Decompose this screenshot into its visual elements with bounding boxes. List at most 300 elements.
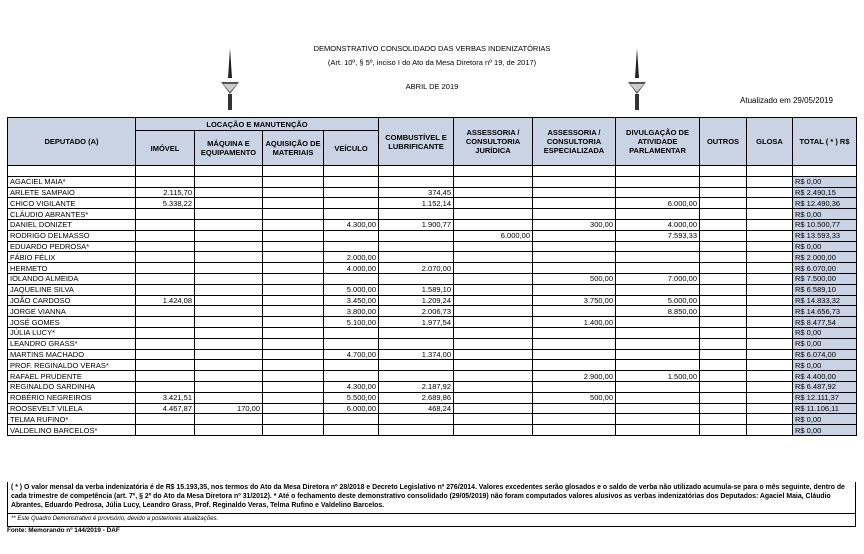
cell-total: R$ 14.833,32 xyxy=(793,295,857,306)
cell-divulgacao: 6.000,00 xyxy=(616,198,700,209)
cell-name: JAQUELINE SILVA xyxy=(8,284,136,295)
table-row xyxy=(8,306,857,317)
cell-maquina xyxy=(195,273,263,284)
cell-name: PROF. REGINALDO VERAS* xyxy=(8,360,136,371)
cell-especializada xyxy=(533,349,616,360)
cell-maquina xyxy=(195,252,263,263)
cell-outros xyxy=(700,295,747,306)
cell-veiculo xyxy=(324,209,379,220)
cell-outros xyxy=(700,414,747,425)
cell-especializada xyxy=(533,360,616,371)
cell-outros xyxy=(700,241,747,252)
cell-veiculo xyxy=(324,241,379,252)
cell-name: VALDELINO BARCELOS* xyxy=(8,425,136,436)
cell-especializada xyxy=(533,252,616,263)
cell-name: TELMA RUFINO* xyxy=(8,414,136,425)
cell-name: ARLETE SAMPAIO xyxy=(8,187,136,198)
cell-juridica xyxy=(454,360,533,371)
cell-outros xyxy=(700,371,747,382)
cell-especializada xyxy=(533,338,616,349)
cell-divulgacao xyxy=(616,349,700,360)
cell-combustivel: 2.689,86 xyxy=(379,392,454,403)
cell-imovel xyxy=(136,284,195,295)
cell-divulgacao xyxy=(616,392,700,403)
cell-maquina: 170,00 xyxy=(195,403,263,414)
cell-divulgacao xyxy=(616,176,700,187)
updated-date: Atualizado em 29/05/2019 xyxy=(740,96,833,105)
cell-maquina xyxy=(195,306,263,317)
cell-combustivel xyxy=(379,176,454,187)
cell-outros xyxy=(700,187,747,198)
cell-name: IOLANDO ALMEIDA xyxy=(8,273,136,284)
cell-aquisicao xyxy=(263,284,324,295)
cell-combustivel xyxy=(379,360,454,371)
cell-divulgacao xyxy=(616,381,700,392)
cell-outros xyxy=(700,349,747,360)
cell-total: R$ 2.490,15 xyxy=(793,187,857,198)
cell-veiculo xyxy=(324,360,379,371)
cell-aquisicao xyxy=(263,241,324,252)
cell-imovel xyxy=(136,273,195,284)
cell-juridica xyxy=(454,349,533,360)
col-combustivel: COMBUSTÍVEL E LUBRIFICANTE xyxy=(379,118,454,166)
cell-total: R$ 7.500,00 xyxy=(793,273,857,284)
cell-maquina xyxy=(195,198,263,209)
cell-glosa xyxy=(747,381,793,392)
table-row xyxy=(8,273,857,284)
cell-veiculo xyxy=(324,187,379,198)
cell-imovel xyxy=(136,425,195,436)
cell-especializada xyxy=(533,381,616,392)
cell-imovel: 2.115,70 xyxy=(136,187,195,198)
cell-juridica xyxy=(454,284,533,295)
cell-maquina xyxy=(195,295,263,306)
cell-especializada xyxy=(533,241,616,252)
cell-aquisicao xyxy=(263,338,324,349)
col-outros: OUTROS xyxy=(700,118,747,166)
cell-combustivel: 2.006,73 xyxy=(379,306,454,317)
cell-glosa xyxy=(747,273,793,284)
cell-total: R$ 6.589,10 xyxy=(793,284,857,295)
cell-veiculo xyxy=(324,371,379,382)
cell-maquina xyxy=(195,360,263,371)
cell-combustivel xyxy=(379,425,454,436)
cell-outros xyxy=(700,198,747,209)
table-row xyxy=(8,187,857,198)
cell-imovel: 5.338,22 xyxy=(136,198,195,209)
table-row xyxy=(8,338,857,349)
cell-name: CHICO VIGILANTE xyxy=(8,198,136,209)
cell-divulgacao: 1.500,00 xyxy=(616,371,700,382)
cell-name: REGINALDO SARDINHA xyxy=(8,381,136,392)
expenses-table xyxy=(7,117,857,436)
cell-maquina xyxy=(195,371,263,382)
cell-especializada xyxy=(533,425,616,436)
cell-glosa xyxy=(747,284,793,295)
cell-maquina xyxy=(195,263,263,274)
col-divulgacao: DIVULGAÇÃO DE ATIVIDADE PARLAMENTAR xyxy=(616,118,700,166)
cell-name: AGACIEL MAIA* xyxy=(8,176,136,187)
cell-glosa xyxy=(747,176,793,187)
cell-name: ROBÉRIO NEGREIROS xyxy=(8,392,136,403)
table-row xyxy=(8,381,857,392)
cell-outros xyxy=(700,273,747,284)
table-row xyxy=(8,263,857,274)
cell-total: R$ 0,00 xyxy=(793,360,857,371)
cell-juridica xyxy=(454,187,533,198)
notes-paragraph: ( * ) O valor mensal da verba indenizatória é de R$ 15.193,35, nos termos do Ato da Mesa Diretora nº 28/2018 e Decreto Legislativo nº 276/2014. Valores excedentes serão glosados e o saldo de verba não utilizado acumula-se para o mês seguinte, dentro de cada trimestre de competência (art. 7º, § 2º do Ato da Mesa Diretora nº 31/2012). * Até o fechamento deste demonstrativo consolidado (29/05/2019) não foram computados valores alusivos as verbas indenizatórias dos Deputados: Agaciel Maia, Cláudio Abrantes, Eduardo Pedrosa, Júlia Lucy, Leandro Grass, Prof. Reginaldo Veras, Telma Rufino e Valdelino Barcelos. xyxy=(11,484,845,510)
cell-veiculo: 3.450,00 xyxy=(324,295,379,306)
cell-especializada: 300,00 xyxy=(533,219,616,230)
cell-divulgacao: 8.850,00 xyxy=(616,306,700,317)
col-deputado: DEPUTADO (A) xyxy=(8,118,136,166)
cell-imovel xyxy=(136,371,195,382)
col-veiculo: VEÍCULO xyxy=(324,131,379,166)
cell-glosa xyxy=(747,306,793,317)
cell-glosa xyxy=(747,371,793,382)
cell-aquisicao xyxy=(263,198,324,209)
cell-outros xyxy=(700,381,747,392)
cell-outros xyxy=(700,392,747,403)
cell-name: DANIEL DONIZET xyxy=(8,219,136,230)
cell-maquina xyxy=(195,176,263,187)
table-row xyxy=(8,403,857,414)
col-maquina: MÁQUINA E EQUIPAMENTO xyxy=(195,131,263,166)
cell-glosa xyxy=(747,241,793,252)
col-aquisicao: AQUISIÇÃO DE MATERIAIS xyxy=(263,131,324,166)
cell-glosa xyxy=(747,252,793,263)
cell-aquisicao xyxy=(263,317,324,328)
cell-maquina xyxy=(195,209,263,220)
cell-total: R$ 2.000,00 xyxy=(793,252,857,263)
cell-combustivel xyxy=(379,414,454,425)
cell-especializada xyxy=(533,263,616,274)
col-group-locacao: LOCAÇÃO E MANUTENÇÃO xyxy=(136,118,379,131)
table-row xyxy=(8,295,857,306)
cell-divulgacao xyxy=(616,403,700,414)
cell-total: R$ 0,00 xyxy=(793,338,857,349)
cell-divulgacao: 7.593,33 xyxy=(616,230,700,241)
cell-imovel xyxy=(136,317,195,328)
cell-outros xyxy=(700,209,747,220)
cell-maquina xyxy=(195,414,263,425)
cell-aquisicao xyxy=(263,371,324,382)
cell-juridica xyxy=(454,306,533,317)
cell-imovel: 4.467,87 xyxy=(136,403,195,414)
cell-outros xyxy=(700,306,747,317)
cell-glosa xyxy=(747,187,793,198)
cell-especializada xyxy=(533,209,616,220)
table-row xyxy=(8,327,857,338)
cell-divulgacao xyxy=(616,414,700,425)
cell-total: R$ 0,00 xyxy=(793,414,857,425)
table-row xyxy=(8,349,857,360)
cell-veiculo: 4.000,00 xyxy=(324,263,379,274)
cell-juridica xyxy=(454,209,533,220)
cell-veiculo xyxy=(324,327,379,338)
cell-imovel xyxy=(136,241,195,252)
cell-aquisicao xyxy=(263,403,324,414)
cell-name: ROOSEVELT VILELA xyxy=(8,403,136,414)
cell-imovel xyxy=(136,306,195,317)
cell-glosa xyxy=(747,349,793,360)
cell-total: R$ 12.111,37 xyxy=(793,392,857,403)
cell-especializada xyxy=(533,198,616,209)
cell-maquina xyxy=(195,349,263,360)
cell-veiculo xyxy=(324,425,379,436)
cell-aquisicao xyxy=(263,306,324,317)
cell-glosa xyxy=(747,414,793,425)
cell-aquisicao xyxy=(263,176,324,187)
table-row xyxy=(8,219,857,230)
cell-juridica xyxy=(454,392,533,403)
cell-maquina xyxy=(195,284,263,295)
cell-name: FÁBIO FÉLIX xyxy=(8,252,136,263)
cell-name: JOSÉ GOMES xyxy=(8,317,136,328)
cell-total: R$ 4.400,00 xyxy=(793,371,857,382)
cell-divulgacao xyxy=(616,187,700,198)
cell-aquisicao xyxy=(263,327,324,338)
cell-divulgacao: 7.000,00 xyxy=(616,273,700,284)
cell-juridica xyxy=(454,425,533,436)
cell-combustivel: 1.589,10 xyxy=(379,284,454,295)
cell-total: R$ 0,00 xyxy=(793,241,857,252)
cell-especializada xyxy=(533,284,616,295)
cell-veiculo xyxy=(324,338,379,349)
cell-juridica xyxy=(454,327,533,338)
cell-aquisicao xyxy=(263,414,324,425)
cell-aquisicao xyxy=(263,219,324,230)
cell-divulgacao xyxy=(616,327,700,338)
table-row xyxy=(8,414,857,425)
cell-veiculo: 5.500,00 xyxy=(324,392,379,403)
cell-maquina xyxy=(195,187,263,198)
cell-veiculo: 3.800,00 xyxy=(324,306,379,317)
table-row xyxy=(8,230,857,241)
cell-divulgacao xyxy=(616,209,700,220)
col-imovel: IMÓVEL xyxy=(136,131,195,166)
cell-combustivel: 468,24 xyxy=(379,403,454,414)
cell-combustivel: 1.900,77 xyxy=(379,219,454,230)
cell-combustivel: 1.152,14 xyxy=(379,198,454,209)
cell-name: LEANDRO GRASS* xyxy=(8,338,136,349)
cell-combustivel: 2.070,00 xyxy=(379,263,454,274)
cell-imovel xyxy=(136,230,195,241)
cell-combustivel: 1.374,00 xyxy=(379,349,454,360)
cell-juridica xyxy=(454,338,533,349)
cell-imovel xyxy=(136,414,195,425)
cell-especializada xyxy=(533,306,616,317)
cell-outros xyxy=(700,317,747,328)
cell-maquina xyxy=(195,327,263,338)
cell-name: MARTINS MACHADO xyxy=(8,349,136,360)
cell-divulgacao xyxy=(616,263,700,274)
cell-especializada xyxy=(533,176,616,187)
cell-name: RAFAEL PRUDENTE xyxy=(8,371,136,382)
col-assessoria-especializada: ASSESSORIA / CONSULTORIA ESPECIALIZADA xyxy=(533,118,616,166)
cell-especializada xyxy=(533,230,616,241)
cell-juridica xyxy=(454,371,533,382)
cell-especializada: 500,00 xyxy=(533,273,616,284)
cell-glosa xyxy=(747,198,793,209)
cell-glosa xyxy=(747,425,793,436)
cell-glosa xyxy=(747,230,793,241)
cell-especializada: 1.400,00 xyxy=(533,317,616,328)
cell-outros xyxy=(700,360,747,371)
table-row xyxy=(8,425,857,436)
cell-aquisicao xyxy=(263,209,324,220)
cell-veiculo xyxy=(324,414,379,425)
cell-outros xyxy=(700,403,747,414)
cell-especializada: 3.750,00 xyxy=(533,295,616,306)
cell-combustivel xyxy=(379,327,454,338)
source-note: Fonte: Memorando nº 144/2019 - DAF xyxy=(7,527,120,534)
period-label: ABRIL DE 2019 xyxy=(405,82,459,91)
cell-total: R$ 12.490,36 xyxy=(793,198,857,209)
table-row xyxy=(8,371,857,382)
provisional-note: ** Este Quadro Demonstrativo é provisório, devido a posteriores atualizações. xyxy=(8,513,855,525)
cell-veiculo: 5.000,00 xyxy=(324,284,379,295)
cell-outros xyxy=(700,176,747,187)
table-row xyxy=(8,392,857,403)
cell-divulgacao: 5.000,00 xyxy=(616,295,700,306)
cell-juridica xyxy=(454,198,533,209)
cell-name: CLÁUDIO ABRANTES* xyxy=(8,209,136,220)
cell-divulgacao xyxy=(616,241,700,252)
cell-juridica xyxy=(454,219,533,230)
cell-divulgacao xyxy=(616,317,700,328)
table-row xyxy=(8,176,857,187)
cell-juridica: 6.000,00 xyxy=(454,230,533,241)
cell-maquina xyxy=(195,425,263,436)
cell-aquisicao xyxy=(263,187,324,198)
cell-veiculo: 4.700,00 xyxy=(324,349,379,360)
cell-total: R$ 11.106,11 xyxy=(793,403,857,414)
brasao-logo-left xyxy=(219,48,241,112)
cell-veiculo xyxy=(324,230,379,241)
cell-combustivel: 2.187,92 xyxy=(379,381,454,392)
cell-combustivel xyxy=(379,338,454,349)
cell-juridica xyxy=(454,252,533,263)
cell-combustivel xyxy=(379,241,454,252)
cell-veiculo: 6.000,00 xyxy=(324,403,379,414)
cell-aquisicao xyxy=(263,349,324,360)
table-row xyxy=(8,317,857,328)
cell-veiculo xyxy=(324,176,379,187)
table-row xyxy=(8,209,857,220)
cell-outros xyxy=(700,219,747,230)
cell-imovel xyxy=(136,252,195,263)
cell-especializada: 2.900,00 xyxy=(533,371,616,382)
cell-maquina xyxy=(195,338,263,349)
cell-glosa xyxy=(747,327,793,338)
cell-glosa xyxy=(747,209,793,220)
cell-aquisicao xyxy=(263,295,324,306)
cell-divulgacao xyxy=(616,425,700,436)
cell-especializada: 500,00 xyxy=(533,392,616,403)
cell-glosa xyxy=(747,263,793,274)
cell-maquina xyxy=(195,381,263,392)
cell-especializada xyxy=(533,187,616,198)
cell-combustivel xyxy=(379,273,454,284)
cell-outros xyxy=(700,230,747,241)
cell-total: R$ 0,00 xyxy=(793,209,857,220)
cell-aquisicao xyxy=(263,360,324,371)
cell-name: EDUARDO PEDROSA* xyxy=(8,241,136,252)
cell-glosa xyxy=(747,219,793,230)
cell-glosa xyxy=(747,392,793,403)
cell-outros xyxy=(700,425,747,436)
cell-total: R$ 6.070,00 xyxy=(793,263,857,274)
cell-aquisicao xyxy=(263,230,324,241)
cell-outros xyxy=(700,327,747,338)
cell-juridica xyxy=(454,263,533,274)
cell-veiculo: 4.300,00 xyxy=(324,381,379,392)
cell-glosa xyxy=(747,403,793,414)
cell-combustivel: 374,45 xyxy=(379,187,454,198)
cell-imovel: 1.424,08 xyxy=(136,295,195,306)
cell-outros xyxy=(700,284,747,295)
cell-imovel xyxy=(136,338,195,349)
cell-juridica xyxy=(454,176,533,187)
cell-name: JOÃO CARDOSO xyxy=(8,295,136,306)
brasao-logo-right xyxy=(626,48,648,112)
cell-especializada xyxy=(533,327,616,338)
cell-veiculo xyxy=(324,273,379,284)
cell-combustivel xyxy=(379,371,454,382)
cell-aquisicao xyxy=(263,381,324,392)
cell-juridica xyxy=(454,414,533,425)
cell-total: R$ 6.074,00 xyxy=(793,349,857,360)
cell-juridica xyxy=(454,241,533,252)
cell-total: R$ 0,00 xyxy=(793,176,857,187)
cell-maquina xyxy=(195,392,263,403)
table-row xyxy=(8,198,857,209)
cell-divulgacao: 4.000,00 xyxy=(616,219,700,230)
cell-outros xyxy=(700,252,747,263)
cell-veiculo: 2.000,00 xyxy=(324,252,379,263)
cell-juridica xyxy=(454,317,533,328)
cell-veiculo: 4.300,00 xyxy=(324,219,379,230)
cell-total: R$ 13.593,33 xyxy=(793,230,857,241)
cell-imovel xyxy=(136,176,195,187)
cell-aquisicao xyxy=(263,425,324,436)
cell-total: R$ 8.477,54 xyxy=(793,317,857,328)
cell-total: R$ 0,00 xyxy=(793,425,857,436)
cell-imovel: 3.421,51 xyxy=(136,392,195,403)
cell-imovel xyxy=(136,349,195,360)
cell-imovel xyxy=(136,263,195,274)
cell-juridica xyxy=(454,295,533,306)
cell-name: RODRIGO DELMASSO xyxy=(8,230,136,241)
cell-divulgacao xyxy=(616,338,700,349)
table-row xyxy=(8,360,857,371)
cell-aquisicao xyxy=(263,273,324,284)
cell-aquisicao xyxy=(263,263,324,274)
cell-juridica xyxy=(454,381,533,392)
cell-imovel xyxy=(136,360,195,371)
cell-glosa xyxy=(747,317,793,328)
table-row xyxy=(8,284,857,295)
cell-imovel xyxy=(136,381,195,392)
cell-combustivel xyxy=(379,230,454,241)
cell-divulgacao xyxy=(616,360,700,371)
cell-glosa xyxy=(747,338,793,349)
cell-maquina xyxy=(195,219,263,230)
col-assessoria-juridica: ASSESSORIA / CONSULTORIA JURÍDICA xyxy=(454,118,533,166)
cell-divulgacao xyxy=(616,252,700,263)
cell-combustivel xyxy=(379,252,454,263)
